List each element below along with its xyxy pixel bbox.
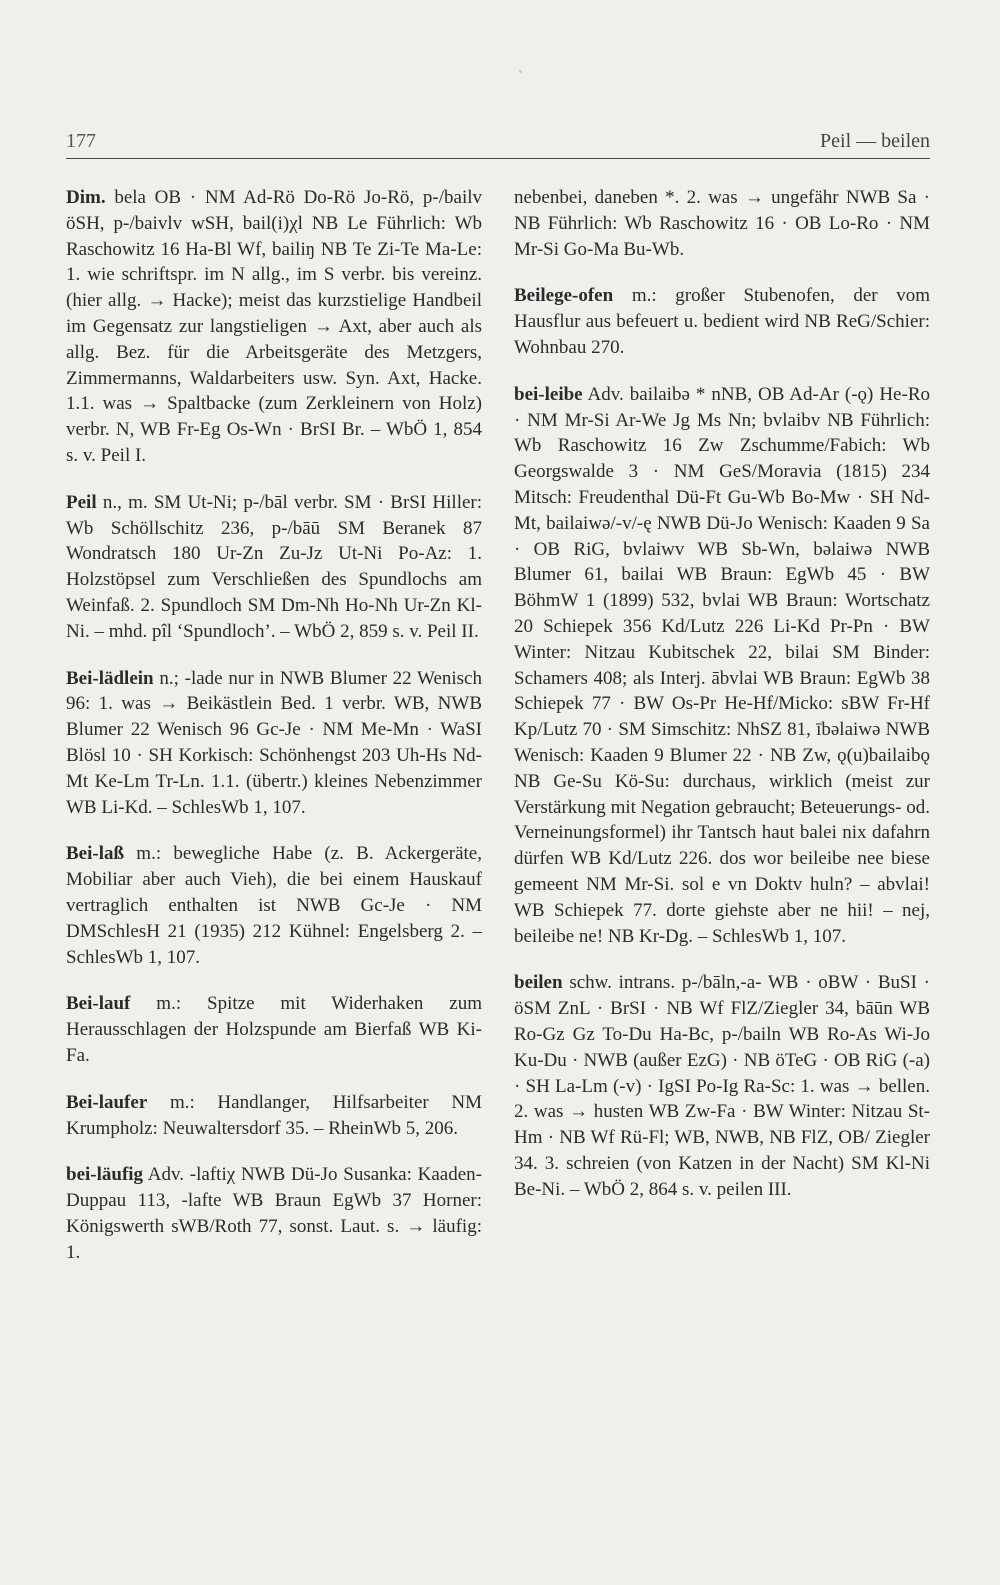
headword: bei-leibe [514, 383, 583, 405]
entry-body: m.: bewegliche Habe (z. B. Ackergeräte, Mobiliar aber auch Vieh), die bei einem Hauskauf vertraglich enthalten ist NWB Gc-Je · NM DMSchlesH 21 (1935) 212 Kühnel: Engelsberg 2. – SchlesWb 1, 107. [66, 843, 482, 968]
headword: Dim. [66, 187, 106, 208]
dictionary-entry-continuation [514, 185, 930, 262]
page-header [66, 128, 930, 159]
dictionary-entry-bei-lass [66, 841, 482, 970]
dictionary-entry-dim [66, 185, 482, 469]
entry-body: nebenbei, daneben *. 2. was → ungefähr NWB Sa · NB Führlich: Wb Raschowitz 16 · OB Lo-Ro · NM Mr-Si Go-Ma Bu-Wb. [514, 187, 930, 260]
dictionary-entry-bei-laufer [66, 1090, 482, 1142]
entry-body: Adv. bailaibə * nNB, OB Ad-Ar (-ǫ) He-Ro · NM Mr-Si Ar-We Jg Ms Nn; bvlaibv NB Führlich: Wb Raschowitz 16 Zw Zschumme/Fabich: Wb Georgswalde 3 · NM GeS/Moravia (1815) 234 Mitsch: Freudenthal Dü-Ft Gu-Wb Bo-Mw · SH Nd-Mt, bailaiwə/-v/-ę NWB Dü-Jo Wenisch: Kaaden 9 Sa · OB RiG, bvlaiwv WB Sb-Wn, bəlaiwə NWB Blumer 61, bailai WB Braun: EgWb 45 · BW BöhmW 1 (1899) 532, bvlai WB Braun: Wortschatz 20 Schiepek 356 Kd/Lutz 226 Li-Kd Pr-Pn · BW Winter: Nitzau Kubitschek 22, bilai SM Binder: Schamers 408; als Interj. ābvlai WB Braun: EgWb 38 Schiepek 77 · BW Os-Pr He-Hf/Micko: sBW Fr-Hf Kp/Lutz 70 · SM Simschitz: NhSZ 81, ībəlaiwə NWB Wenisch: Kaaden 9 Blumer 22 · NB Zw, ǫ(u)bailaibǫ NB Ge-Su Kö-Su: durchaus, wirklich (meist zur Verstärkung mit Negation gebraucht; Beteuerungs- od. Verneinungsformel) ihr Tantsch haut balei nix dafahrn dürfen WB Kd/Lutz 226. dos wor beileibe nee biese gemeent NM Mr-Si. sol e vn Doktv huln? – abvlai! WB Schiepek 77. dorte giehste aber ne hii! – nej, beileibe ne! NB Kr-Dg. – SchlesWb 1, 107. [514, 383, 930, 947]
dictionary-entry-peil [66, 490, 482, 645]
headword: Bei-laufer [66, 1091, 148, 1113]
entry-body: bela OB · NM Ad-Rö Do-Rö Jo-Rö, p-/bailv öSH, p-/baivlv wSH, bail(i)χl NB Le Führlich: Wb Raschowitz 16 Ha-Bl Wf, bailiŋ NB Te Zi-Te Ma-Le: 1. wie schriftspr. im N allg., im S verbr. bis vereinz. (hier allg. → Hacke); meist das kurzstielige Handbeil im Gegensatz zur langstieligen → Axt, aber auch als allg. Bez. für die Arbeitsgeräte des Metzgers, Zimmermanns, Waldarbeiters usw. Syn. Axt, Hacke. 1.1. was → Spaltbacke (zum Zerkleinern von Holz) verbr. N, WB Fr-Eg Os-Wn · BrSI Br. – WbÖ 1, 854 s. v. Peil I. [66, 187, 483, 466]
entry-body: m.: Handlanger, Hilfsarbeiter NM Krumpholz: Neuwaltersdorf 35. – RheinWb 5, 206. [66, 1091, 482, 1139]
dictionary-entry-beilege-ofen [514, 283, 930, 360]
entry-body: m.: großer Stubenofen, der vom Hausflur aus befeuert u. bedient wird NB ReG/Schier: Wohnbau 270. [514, 285, 930, 358]
entry-body: n.; -lade nur in NWB Blumer 22 Wenisch 96: 1. was → Beikästlein Bed. 1 verbr. WB, NWB Blumer 22 Wenisch 96 Gc-Je · NM Me-Mn · WaSI Blösl 10 · SH Korkisch: Schönhengst 203 Uh-Hs Nd-Mt Ke-Lm Tr-Ln. 1.1. (übertr.) kleines Nebenzimmer WB Li-Kd. – SchlesWb 1, 107. [66, 667, 482, 818]
headword: beilen [514, 972, 563, 994]
entry-body: m.: Spitze mit Widerhaken zum Herausschlagen der Holzspunde am Bierfaß WB Ki-Fa. [66, 993, 482, 1066]
entry-body: schw. intrans. p-/bāln,-a- WB · oBW · BuSI · öSM ZnL · BrSI · NB Wf FlZ/Ziegler 34, bāūn WB Ro-Gz Gz To-Du Ha-Bc, p-/bailn WB Ro-As Wi-Jo Ku-Du · NWB (außer EzG) · NB öTeG · OB RiG (-a) · SH La-Lm (-v) · IgSI Po-Ig Ra-Sc: 1. was → bellen. 2. was → husten WB Zw-Fa · BW Winter: Nitzau St-Hm · NB Wf Rü-Fl; WB, NWB, NB FlZ, OB/ Ziegler 34. 3. schreien (von Katzen in der Nacht) SM Kl-Ni Be-Ni. – WbÖ 2, 864 s. v. peilen III. [514, 972, 930, 1200]
headword: Beilege-ofen [514, 285, 614, 307]
dictionary-entry-beilen [514, 970, 930, 1202]
page-number: 177 [66, 130, 96, 152]
entry-body: n., m. SM Ut-Ni; p-/bāl verbr. SM · BrSI Hiller: Wb Schöllschitz 236, p-/bāū SM Beranek 87 Wondratsch 180 Ur-Zn Zu-Jz Ut-Ni Po-Az: 1. Holzstöpsel zum Verschließen des Spundlochs am Weinfaß. 2. Spundloch SM Dm-Nh Ho-Nh Ur-Zn Kl-Ni. – mhd. pîl ‘Spundloch’. – WbÖ 2, 859 s. v. Peil II. [66, 491, 483, 642]
dictionary-entry-bei-leibe [514, 382, 930, 950]
headword: Bei-lauf [66, 993, 131, 1015]
dictionary-entry-bei-laeufig [66, 1162, 482, 1265]
headword: Peil [66, 491, 97, 513]
entry-body: Adv. -laftiχ NWB Dü-Jo Susanka: Kaaden-Duppau 113, -lafte WB Braun EgWb 37 Horner: Königswerth sWB/Roth 77, sonst. Laut. s. → läufig: 1. [66, 1164, 482, 1263]
headword: Bei-laß [66, 843, 125, 865]
paper-speck [519, 70, 522, 73]
headword: bei-läufig [66, 1164, 144, 1186]
running-head: Peil — beilen [820, 130, 930, 152]
right-column [514, 185, 930, 1223]
dictionary-entry-bei-lauf [66, 991, 482, 1068]
headword: Bei-lädlein [66, 667, 154, 689]
left-column [66, 185, 482, 1286]
dictionary-entry-bei-laedlein [66, 666, 482, 821]
